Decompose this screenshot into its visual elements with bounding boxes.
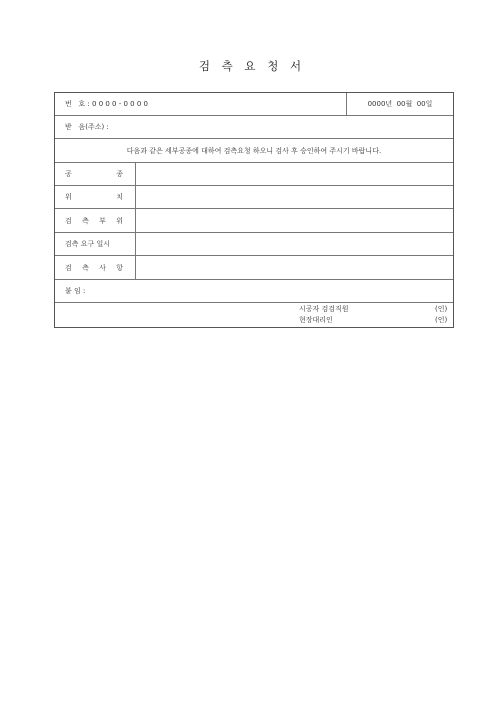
- request-sentence-cell: [55, 139, 453, 162]
- field-value-work-type: [136, 163, 453, 185]
- field-label-work-type: 공 종: [55, 163, 136, 185]
- document-title: 검 측 요 청 서: [198, 59, 306, 73]
- request-date: 0000년 00월 00일: [367, 100, 433, 108]
- field-value-location: [136, 186, 453, 208]
- field-row-location: [55, 186, 453, 209]
- seal-site-agent: (인): [435, 316, 448, 324]
- field-row-inspection-items: [55, 256, 453, 280]
- field-label-inspection-items: 검 측 사 항: [55, 256, 136, 279]
- number-value: 0 0 0 0 - 0 0 0 0: [92, 100, 148, 108]
- signature-role-site-agent: 현장대리인: [299, 316, 333, 324]
- request-sentence-row: [55, 139, 453, 163]
- number-label: 번 호 :: [65, 100, 93, 108]
- recipient-label: 받 음(주소) :: [65, 123, 109, 131]
- attachment-label: 붙 임 :: [65, 287, 86, 295]
- recipient-cell: [55, 116, 453, 138]
- field-label-requested-datetime: 검측 요구 일시: [55, 233, 136, 255]
- signature-row: [55, 303, 453, 327]
- attachment-row: [55, 280, 453, 303]
- field-row-inspection-part: [55, 209, 453, 233]
- field-row-requested-datetime: [55, 233, 453, 256]
- signature-roles: [299, 304, 349, 326]
- date-cell: [347, 93, 453, 115]
- inspection-request-form: [54, 92, 454, 328]
- signature-seals: [435, 304, 447, 326]
- field-label-location: 위 치: [55, 186, 136, 208]
- field-row-work-type: [55, 163, 453, 186]
- field-value-requested-datetime: [136, 233, 453, 255]
- number-date-row: [55, 93, 453, 116]
- recipient-row: [55, 116, 453, 139]
- signature-role-inspector: 시공자 검검직원: [299, 305, 349, 313]
- number-cell: [55, 93, 347, 115]
- request-sentence: 다음과 같은 세부공종에 대하여 검측요청 하오니 검사 후 승인하여 주시기 바랍니다.: [126, 146, 382, 155]
- field-value-inspection-items: [136, 256, 453, 279]
- attachment-cell: [55, 280, 453, 302]
- field-label-inspection-part: 검 측 부 위: [55, 209, 136, 232]
- seal-inspector: (인): [435, 305, 448, 313]
- field-value-inspection-part: [136, 209, 453, 232]
